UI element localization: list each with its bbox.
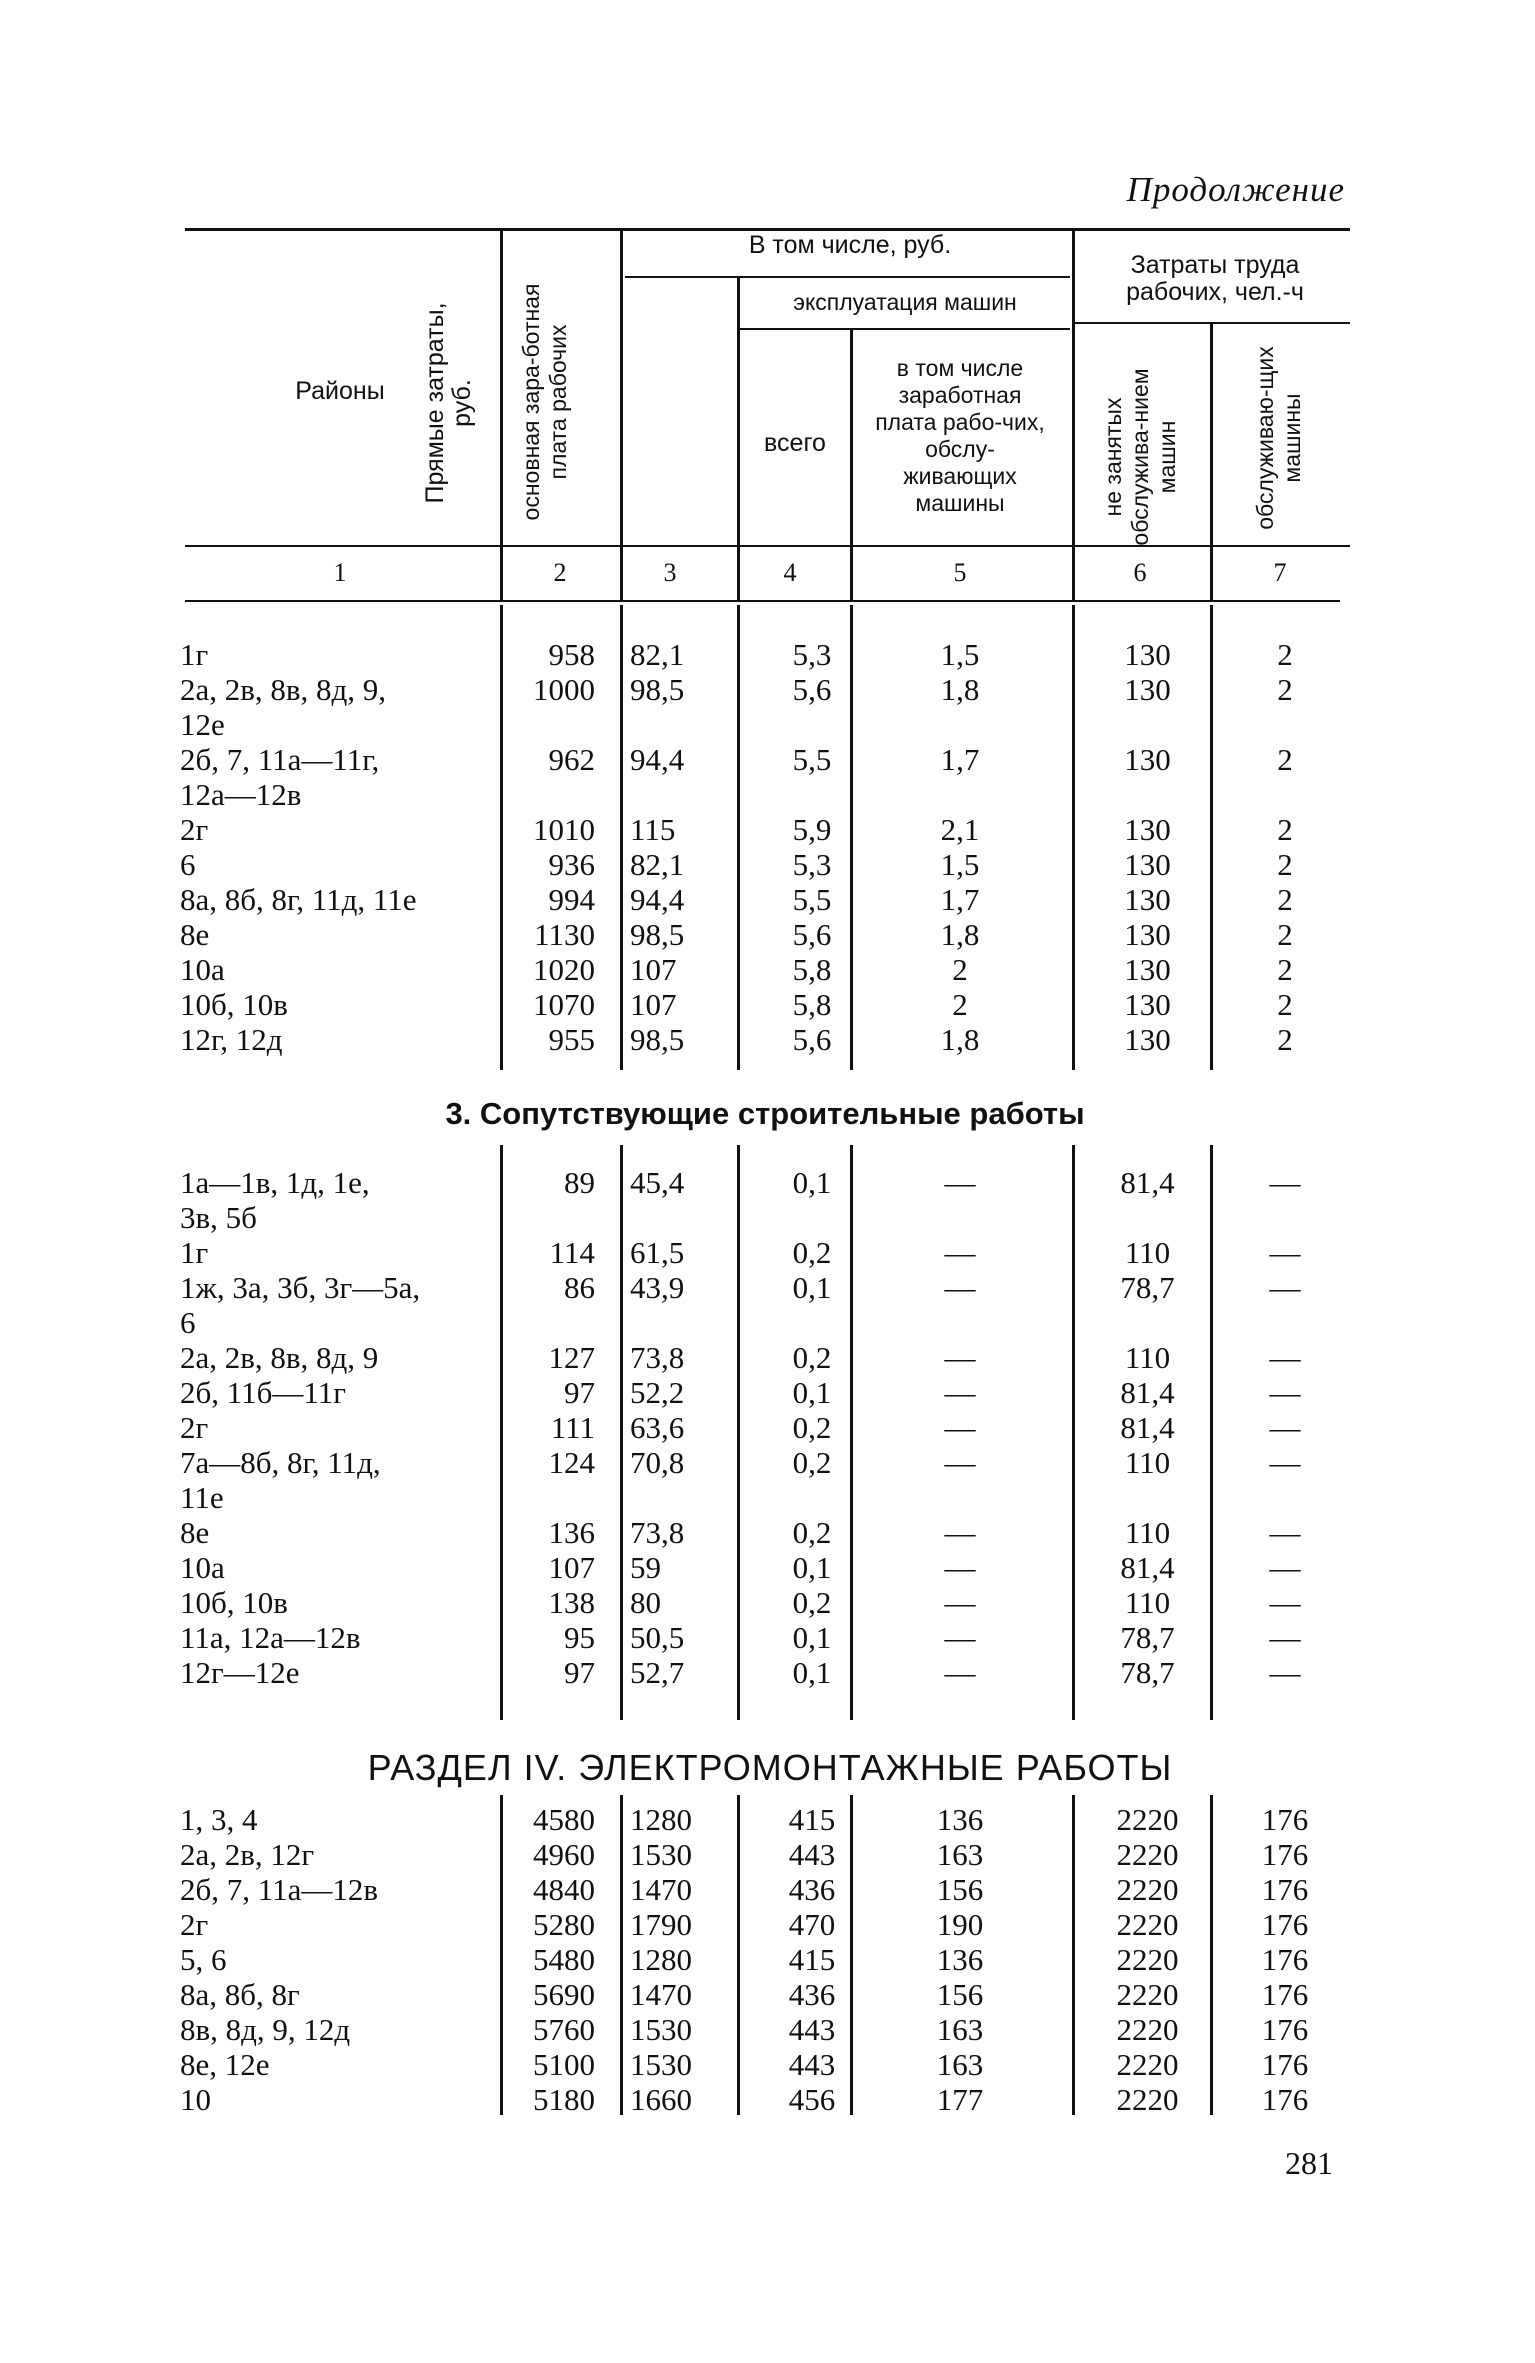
value-cell-c5: 136 [936, 1942, 984, 1977]
value-cell-c2: 4960 [533, 1837, 595, 1872]
region-cell: 2б, 11б—11г [180, 1375, 346, 1410]
value-cell-c5: 1,8 [940, 672, 980, 707]
value-cell-c6: 110 [1124, 1515, 1171, 1550]
value-cell-c7: — [1269, 1515, 1301, 1550]
value-cell-c5: 156 [936, 1977, 984, 2012]
value-cell-c2: 124 [548, 1445, 595, 1480]
value-cell-c5: — [944, 1515, 976, 1550]
value-cell-c3: 73,8 [630, 1515, 685, 1550]
header-sep-5 [1072, 228, 1075, 602]
region-cell: 2г [180, 1907, 209, 1942]
header-sep-4 [850, 330, 853, 602]
region-cell: 11а, 12а—12в [180, 1620, 361, 1655]
value-cell-c2: 936 [548, 847, 595, 882]
value-cell-c2: 4840 [533, 1872, 595, 1907]
block2-separator [1210, 1145, 1213, 1720]
value-cell-c7: — [1269, 1620, 1301, 1655]
value-cell-c3: 63,6 [630, 1410, 685, 1445]
value-cell-c2: 138 [548, 1585, 595, 1620]
value-cell-c4: 0,2 [792, 1515, 832, 1550]
value-cell-c7: 2 [1277, 847, 1293, 882]
value-cell-c4: 5,9 [792, 812, 832, 847]
value-cell-c4: 5,6 [792, 1022, 832, 1057]
region-cell: 8а, 8б, 8г, 11д, 11е [180, 882, 417, 917]
header-machine-wage: в том числе заработная плата рабо-чих, обслу-живающих машины [875, 355, 1045, 516]
block1-separator [1210, 605, 1213, 1070]
value-cell-c4: 5,3 [792, 847, 832, 882]
value-cell-c6: 81,4 [1120, 1165, 1175, 1200]
value-cell-c5: — [944, 1550, 976, 1585]
column-number: 3 [663, 558, 677, 587]
section-4-heading: РАЗДЕЛ IV. ЭЛЕКТРОМОНТАЖНЫЕ РАБОТЫ [367, 1747, 1173, 1788]
value-cell-c3: 70,8 [630, 1445, 685, 1480]
value-cell-c5: — [944, 1410, 976, 1445]
value-cell-c4: 5,6 [792, 917, 832, 952]
value-cell-c4: 456 [788, 2082, 836, 2117]
value-cell-c5: 156 [936, 1872, 984, 1907]
value-cell-c7: 176 [1261, 1977, 1309, 2012]
header-sep-3 [737, 278, 740, 602]
column-number: 7 [1273, 558, 1287, 587]
value-cell-c2: 958 [548, 637, 595, 672]
region-cell: 2б, 7, 11а—12в [180, 1872, 379, 1907]
value-cell-c3: 82,1 [630, 847, 685, 882]
value-cell-c7: 176 [1261, 2012, 1309, 2047]
value-cell-c3: 1530 [630, 1837, 692, 1872]
region-cell: 2б, 7, 11а—11г, [180, 742, 380, 777]
region-cell: 1а—1в, 1д, 1е, [180, 1165, 370, 1200]
value-cell-c3: 1790 [630, 1907, 692, 1942]
value-cell-c2: 4580 [533, 1802, 595, 1837]
value-cell-c2: 107 [548, 1550, 595, 1585]
value-cell-c6: 130 [1124, 672, 1171, 707]
value-cell-c3: 52,7 [630, 1655, 685, 1690]
region-cell: 5, 6 [180, 1942, 227, 1977]
region-cell: 2а, 2в, 12г [180, 1837, 315, 1872]
value-cell-c7: 2 [1277, 917, 1293, 952]
value-cell-c6: 130 [1124, 882, 1171, 917]
header-machine-total: всего [764, 429, 826, 457]
value-cell-c4: 5,8 [792, 987, 832, 1022]
region-cell: 1, 3, 4 [180, 1802, 258, 1837]
value-cell-c3: 98,5 [630, 672, 685, 707]
value-cell-c7: — [1269, 1410, 1301, 1445]
value-cell-c2: 1020 [533, 952, 595, 987]
value-cell-c7: 176 [1261, 1837, 1309, 1872]
value-cell-c2: 1000 [533, 672, 595, 707]
value-cell-c3: 80 [630, 1585, 661, 1620]
value-cell-c6: 78,7 [1120, 1655, 1175, 1690]
incl-rule [625, 276, 1070, 278]
value-cell-c4: 5,5 [792, 882, 832, 917]
value-cell-c7: — [1269, 1375, 1301, 1410]
value-cell-c7: 2 [1277, 812, 1293, 847]
block3-separator [620, 1795, 623, 2115]
value-cell-c4: 0,1 [792, 1270, 832, 1305]
region-cell: 6 [180, 847, 196, 882]
value-cell-c7: 176 [1261, 2082, 1309, 2117]
value-cell-c6: 110 [1124, 1340, 1171, 1375]
block2-separator [620, 1145, 623, 1720]
value-cell-c6: 110 [1124, 1235, 1171, 1270]
value-cell-c4: 0,2 [792, 1585, 832, 1620]
value-cell-c6: 81,4 [1120, 1375, 1175, 1410]
value-cell-c3: 43,9 [630, 1270, 685, 1305]
value-cell-c3: 1280 [630, 1802, 692, 1837]
value-cell-c6: 110 [1124, 1585, 1171, 1620]
region-cell: 8е, 12е [180, 2047, 270, 2082]
value-cell-c6: 2220 [1116, 1942, 1179, 1977]
value-cell-c6: 2220 [1116, 2047, 1179, 2082]
value-cell-c6: 130 [1124, 917, 1171, 952]
region-cell: 12г, 12д [180, 1022, 283, 1057]
value-cell-c6: 130 [1124, 812, 1171, 847]
header-direct-costs: Прямые затраты, руб. [421, 302, 476, 504]
value-cell-c3: 1530 [630, 2047, 692, 2082]
value-cell-c5: 163 [936, 1837, 984, 1872]
value-cell-c2: 95 [564, 1620, 595, 1655]
value-cell-c4: 415 [788, 1802, 836, 1837]
value-cell-c2: 5100 [533, 2047, 595, 2082]
region-cell: 10б, 10в [180, 987, 288, 1022]
block1-separator [737, 605, 740, 1070]
value-cell-c2: 97 [564, 1375, 595, 1410]
value-cell-c7: 2 [1277, 952, 1293, 987]
value-cell-c5: 1,5 [940, 637, 980, 672]
value-cell-c4: 0,2 [792, 1235, 832, 1270]
machines-rule [740, 328, 1070, 330]
continuation-label: Продолжение [1126, 170, 1345, 209]
value-cell-c2: 89 [564, 1165, 595, 1200]
value-cell-c7: 176 [1261, 1942, 1309, 1977]
block2-separator [1072, 1145, 1075, 1720]
value-cell-c5: 1,7 [940, 882, 980, 917]
value-cell-c3: 1660 [630, 2082, 692, 2117]
region-cell: 2г [180, 1410, 209, 1445]
value-cell-c2: 994 [548, 882, 595, 917]
value-cell-c6: 2220 [1116, 1977, 1179, 2012]
block2-separator [737, 1145, 740, 1720]
region-cell: 7а—8б, 8г, 11д, [180, 1445, 381, 1480]
header-sep-2 [620, 228, 623, 602]
value-cell-c2: 1010 [533, 812, 595, 847]
value-cell-c5: — [944, 1620, 976, 1655]
value-cell-c2: 1130 [534, 917, 595, 952]
value-cell-c5: — [944, 1165, 976, 1200]
region-cell: 10б, 10в [180, 1585, 288, 1620]
value-cell-c5: — [944, 1445, 976, 1480]
value-cell-c6: 2220 [1116, 2012, 1179, 2047]
value-cell-c4: 0,1 [792, 1655, 832, 1690]
column-number: 5 [953, 558, 967, 587]
value-cell-c2: 5280 [533, 1907, 595, 1942]
value-cell-c5: — [944, 1585, 976, 1620]
value-cell-c6: 81,4 [1120, 1410, 1175, 1445]
value-cell-c4: 5,6 [792, 672, 832, 707]
block3-separator [737, 1795, 740, 2115]
value-cell-c7: 2 [1277, 882, 1293, 917]
value-cell-c6: 2220 [1116, 1837, 1179, 1872]
header-machine-operation: эксплуатация машин [793, 289, 1017, 315]
value-cell-c5: — [944, 1340, 976, 1375]
value-cell-c7: 2 [1277, 637, 1293, 672]
value-cell-c7: 2 [1277, 1022, 1293, 1057]
region-cell: 2а, 2в, 8в, 8д, 9 [180, 1340, 379, 1375]
value-cell-c3: 98,5 [630, 1022, 685, 1057]
region-cell: 11е [180, 1480, 224, 1515]
value-cell-c6: 81,4 [1120, 1550, 1175, 1585]
value-cell-c3: 98,5 [630, 917, 685, 952]
section-3-heading: 3. Сопутствующие строительные работы [445, 1096, 1085, 1131]
value-cell-c2: 5760 [533, 2012, 595, 2047]
value-cell-c7: — [1269, 1340, 1301, 1375]
value-cell-c7: — [1269, 1550, 1301, 1585]
region-cell: 10а [180, 952, 225, 987]
value-cell-c2: 5480 [533, 1942, 595, 1977]
value-cell-c6: 130 [1124, 1022, 1171, 1057]
value-cell-c7: — [1269, 1270, 1301, 1305]
value-cell-c4: 0,1 [792, 1375, 832, 1410]
value-cell-c3: 115 [630, 812, 676, 847]
value-cell-c6: 2220 [1116, 1907, 1179, 1942]
block3-separator [1210, 1795, 1213, 2115]
value-cell-c4: 443 [788, 2012, 836, 2047]
value-cell-c5: 190 [936, 1907, 984, 1942]
block2-separator [500, 1145, 503, 1720]
value-cell-c2: 5690 [533, 1977, 595, 2012]
value-cell-c7: — [1269, 1585, 1301, 1620]
region-cell: 10 [180, 2082, 211, 2117]
value-cell-c5: 1,7 [940, 742, 980, 777]
value-cell-c3: 107 [630, 952, 677, 987]
value-cell-c4: 436 [788, 1977, 836, 2012]
value-cell-c6: 130 [1124, 742, 1171, 777]
value-cell-c6: 130 [1124, 637, 1171, 672]
value-cell-c4: 443 [788, 2047, 836, 2082]
region-cell: 3в, 5б [180, 1200, 257, 1235]
value-cell-c4: 436 [788, 1872, 836, 1907]
value-cell-c3: 45,4 [630, 1165, 685, 1200]
value-cell-c2: 114 [549, 1235, 595, 1270]
value-cell-c2: 111 [550, 1410, 595, 1445]
region-cell: 2г [180, 812, 209, 847]
value-cell-c2: 136 [548, 1515, 595, 1550]
value-cell-c5: — [944, 1655, 976, 1690]
value-cell-c5: 163 [936, 2047, 984, 2082]
block1-separator [1072, 605, 1075, 1070]
value-cell-c7: 176 [1261, 1907, 1309, 1942]
region-cell: 6 [180, 1305, 196, 1340]
header-serving: обслуживаю-щих машины [1252, 346, 1305, 530]
value-cell-c4: 5,5 [792, 742, 832, 777]
value-cell-c2: 962 [548, 742, 595, 777]
value-cell-c4: 0,2 [792, 1445, 832, 1480]
value-cell-c5: 136 [936, 1802, 984, 1837]
value-cell-c3: 1470 [630, 1977, 692, 2012]
block3-separator [500, 1795, 503, 2115]
value-cell-c3: 59 [630, 1550, 661, 1585]
value-cell-c2: 1070 [533, 987, 595, 1022]
value-cell-c4: 5,3 [792, 637, 832, 672]
header-sep-1 [500, 228, 503, 602]
region-cell: 1г [180, 1235, 209, 1270]
value-cell-c2: 955 [548, 1022, 595, 1057]
value-cell-c3: 1470 [630, 1872, 692, 1907]
header-not-serving: не занятых обслужива-нием машин [1100, 368, 1180, 546]
value-cell-c5: 2,1 [940, 812, 980, 847]
value-cell-c3: 1280 [630, 1942, 692, 1977]
value-cell-c7: 176 [1261, 2047, 1309, 2082]
value-cell-c7: 176 [1261, 1872, 1309, 1907]
region-cell: 2а, 2в, 8в, 8д, 9, [180, 672, 387, 707]
value-cell-c5: — [944, 1270, 976, 1305]
value-cell-c3: 107 [630, 987, 677, 1022]
block3-separator [1072, 1795, 1075, 2115]
value-cell-c7: 2 [1277, 742, 1293, 777]
value-cell-c5: 177 [936, 2082, 984, 2117]
value-cell-c4: 415 [788, 1942, 836, 1977]
value-cell-c6: 130 [1124, 847, 1171, 882]
value-cell-c6: 2220 [1116, 2082, 1179, 2117]
value-cell-c7: — [1269, 1235, 1301, 1270]
value-cell-c3: 52,2 [630, 1375, 685, 1410]
column-number: 4 [783, 558, 797, 587]
column-number: 1 [333, 558, 347, 587]
value-cell-c2: 86 [564, 1270, 595, 1305]
value-cell-c3: 73,8 [630, 1340, 685, 1375]
page-number: 281 [1285, 2145, 1333, 2181]
region-cell: 8в, 8д, 9, 12д [180, 2012, 351, 2047]
value-cell-c6: 2220 [1116, 1802, 1179, 1837]
value-cell-c7: — [1269, 1445, 1301, 1480]
header-labor-costs: Затраты труда рабочих, чел.-ч [1126, 251, 1304, 306]
region-cell: 8е [180, 917, 210, 952]
value-cell-c3: 1530 [630, 2012, 692, 2047]
value-cell-c6: 110 [1124, 1445, 1171, 1480]
value-cell-c7: — [1269, 1655, 1301, 1690]
value-cell-c4: 5,8 [792, 952, 832, 987]
header-sep-6 [1210, 324, 1213, 602]
value-cell-c6: 130 [1124, 987, 1171, 1022]
value-cell-c7: — [1269, 1165, 1301, 1200]
value-cell-c7: 176 [1261, 1802, 1309, 1837]
value-cell-c2: 127 [548, 1340, 595, 1375]
value-cell-c2: 97 [564, 1655, 595, 1690]
value-cell-c4: 0,2 [792, 1340, 832, 1375]
region-cell: 12а—12в [180, 777, 302, 812]
value-cell-c3: 61,5 [630, 1235, 685, 1270]
value-cell-c5: 1,8 [940, 1022, 980, 1057]
block1-separator [620, 605, 623, 1070]
region-cell: 8а, 8б, 8г [180, 1977, 300, 2012]
value-cell-c6: 78,7 [1120, 1620, 1175, 1655]
header-regions: Районы [295, 377, 385, 405]
value-cell-c4: 0,1 [792, 1550, 832, 1585]
value-cell-c5: — [944, 1375, 976, 1410]
region-cell: 10а [180, 1550, 225, 1585]
region-cell: 12е [180, 707, 225, 742]
column-number: 6 [1133, 558, 1147, 587]
region-cell: 1ж, 3а, 3б, 3г—5а, [180, 1270, 421, 1305]
value-cell-c5: 2 [952, 987, 968, 1022]
value-cell-c5: 2 [952, 952, 968, 987]
value-cell-c5: — [944, 1235, 976, 1270]
region-cell: 8е [180, 1515, 210, 1550]
value-cell-c6: 130 [1124, 952, 1171, 987]
header-base-wage: основная зара-ботная плата рабочих [518, 283, 571, 521]
colnum-bottom-rule [185, 600, 1340, 602]
value-cell-c6: 2220 [1116, 1872, 1179, 1907]
value-cell-c3: 50,5 [630, 1620, 685, 1655]
region-cell: 12г—12е [180, 1655, 300, 1690]
region-cell: 1г [180, 637, 209, 672]
header-including: В том числе, руб. [748, 231, 952, 259]
value-cell-c4: 0,1 [792, 1620, 832, 1655]
column-number: 2 [553, 558, 567, 587]
value-cell-c4: 0,2 [792, 1410, 832, 1445]
value-cell-c6: 78,7 [1120, 1270, 1175, 1305]
value-cell-c4: 470 [788, 1907, 836, 1942]
block1-separator [500, 605, 503, 1070]
value-cell-c2: 5180 [533, 2082, 595, 2117]
value-cell-c5: 163 [936, 2012, 984, 2047]
value-cell-c4: 443 [788, 1837, 836, 1872]
value-cell-c3: 94,4 [630, 742, 685, 777]
value-cell-c7: 2 [1277, 987, 1293, 1022]
value-cell-c3: 82,1 [630, 637, 685, 672]
value-cell-c3: 94,4 [630, 882, 685, 917]
value-cell-c4: 0,1 [792, 1165, 832, 1200]
value-cell-c5: 1,5 [940, 847, 980, 882]
value-cell-c7: 2 [1277, 672, 1293, 707]
value-cell-c5: 1,8 [940, 917, 980, 952]
